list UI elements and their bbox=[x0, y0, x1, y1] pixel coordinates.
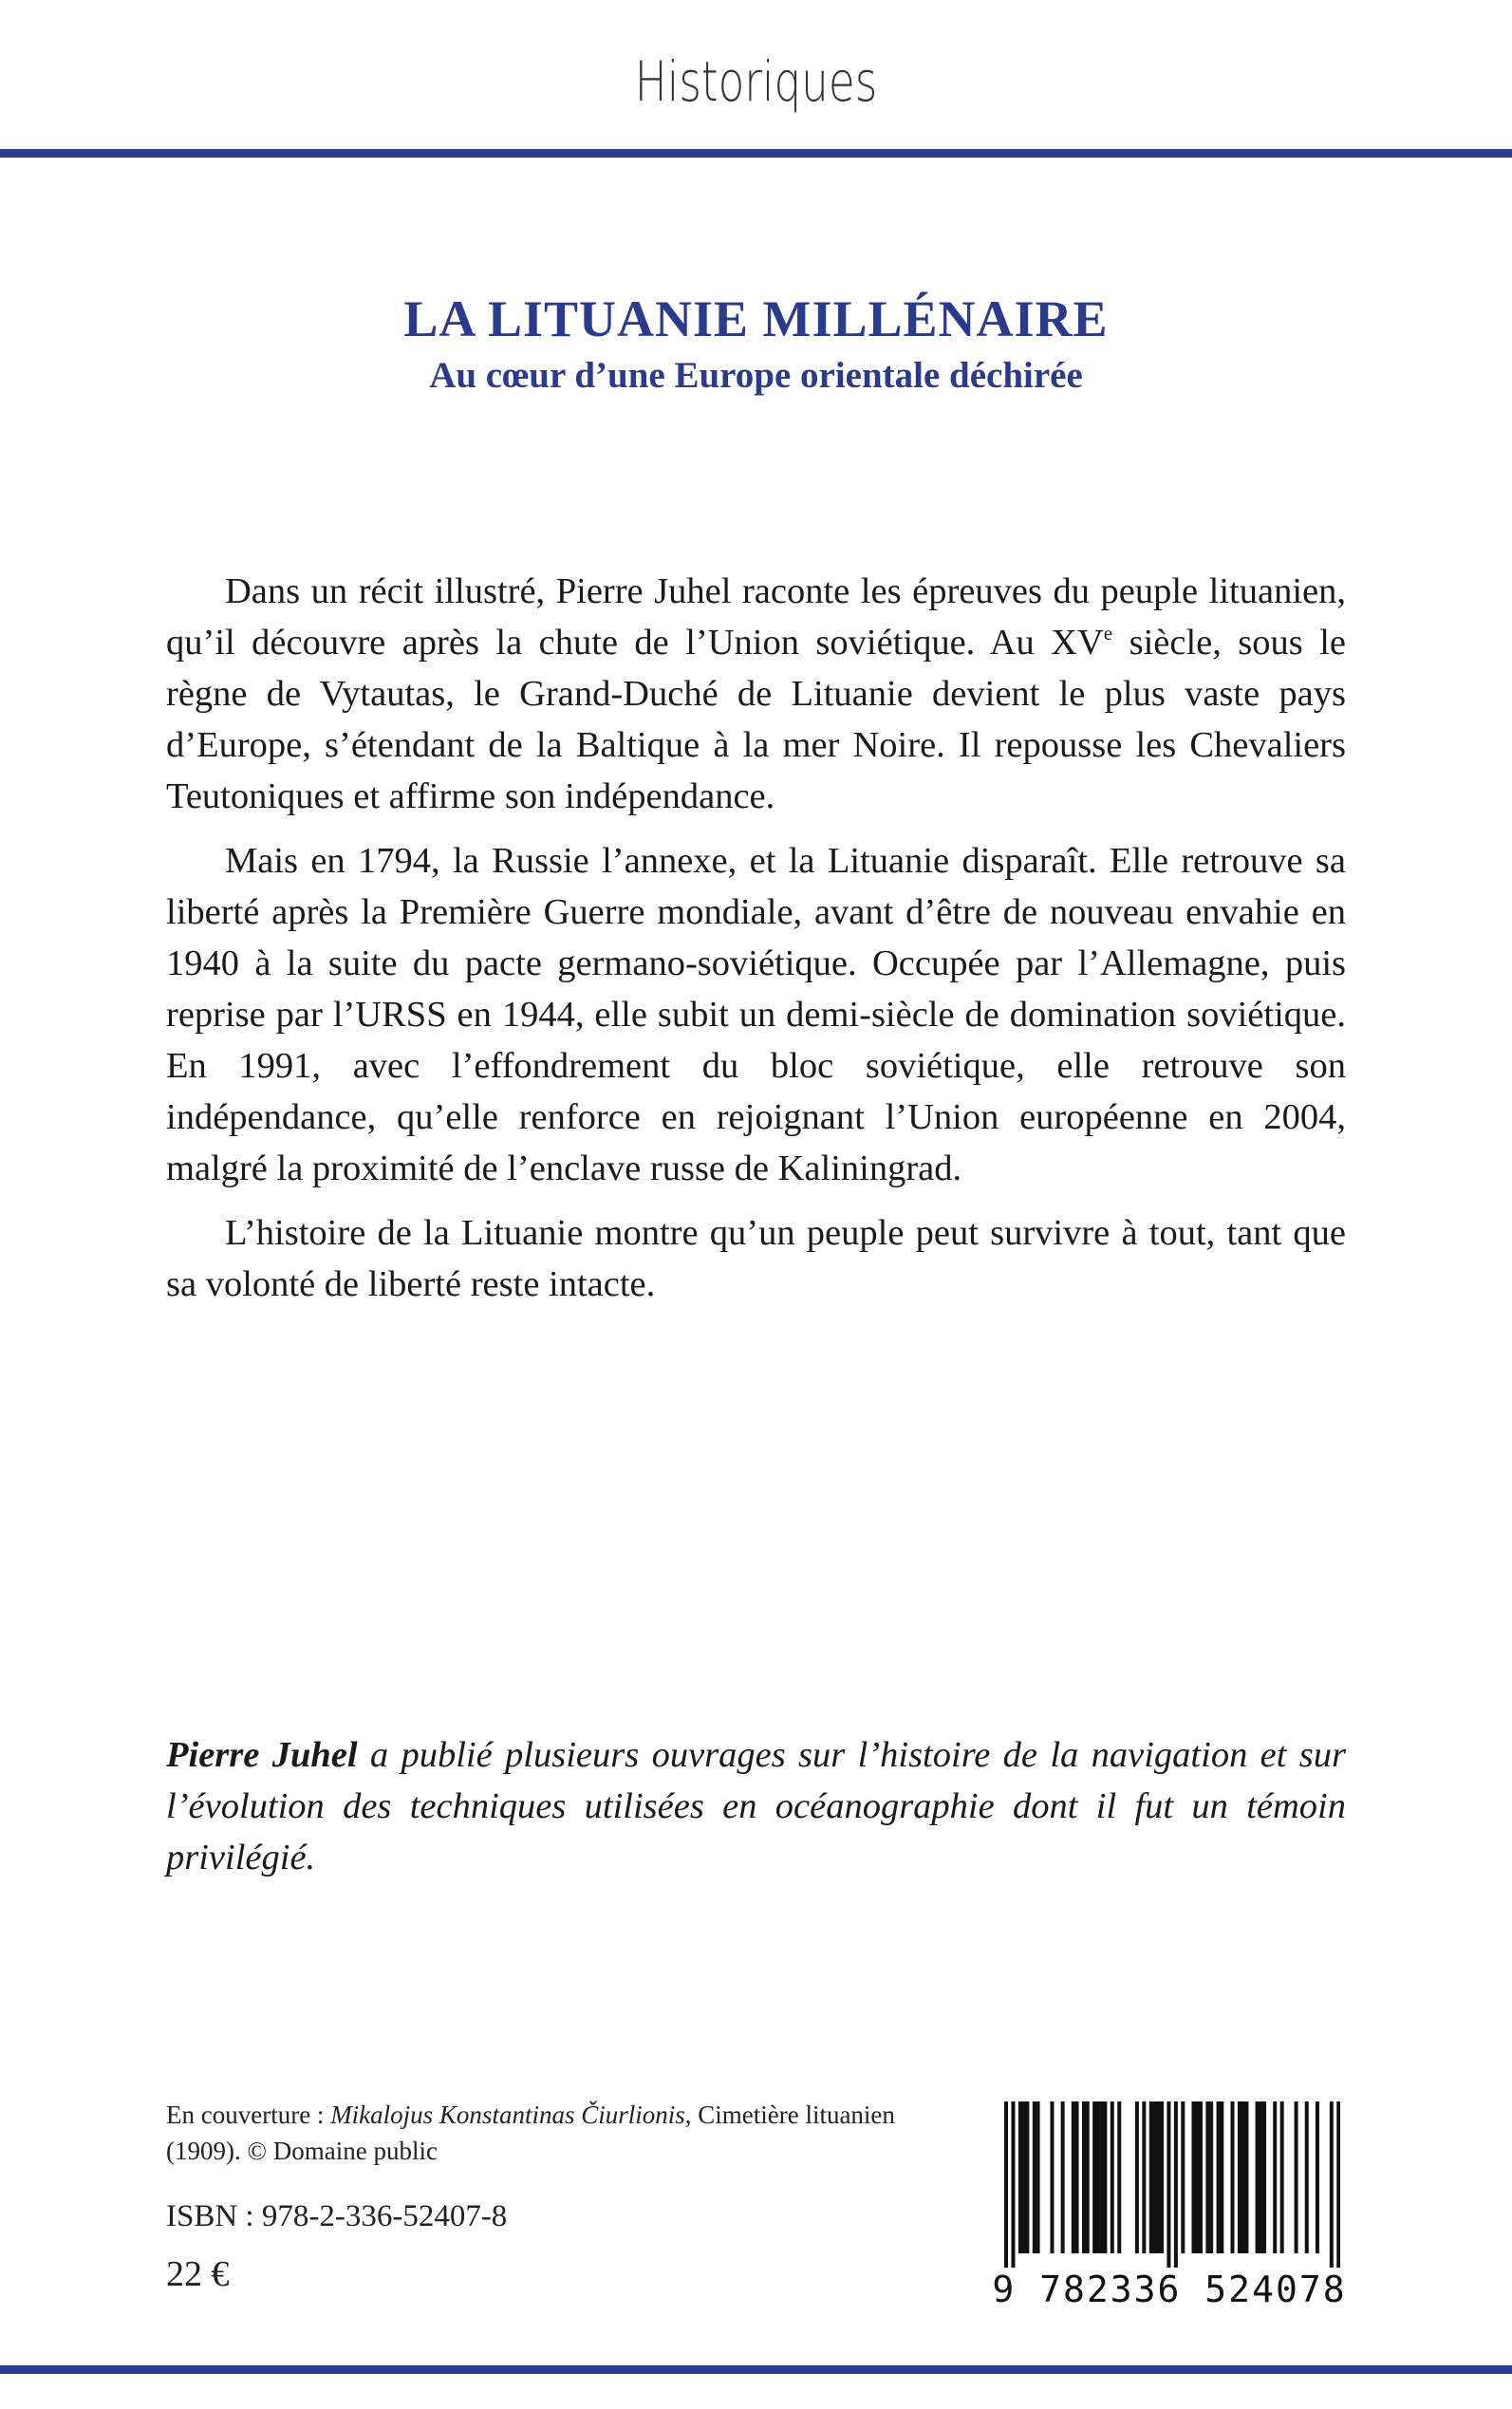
author-bio-text: a publié plusieurs ouvrages sur l’histoire de la navigation et sur l’évolution des techniques utilisées en océanographie dont il fut un témoin privilégié. bbox=[166, 1735, 1346, 1877]
bottom-divider bbox=[0, 2365, 1512, 2374]
blurb-p1-end: siècle, sous le règne de Vytautas, le Grand-Duché de Lituanie devient le plus vaste pays d’Europe, s’étendant de la Baltique à la mer Noire. Il repousse les Chevaliers Teutoniques et affirme son indépendance. bbox=[166, 623, 1347, 816]
barcode-bar bbox=[1220, 2101, 1223, 2253]
barcode-bar bbox=[1244, 2101, 1248, 2253]
barcode-bar bbox=[1256, 2101, 1260, 2253]
barcode-bar bbox=[1167, 2101, 1170, 2268]
barcode-bar bbox=[1082, 2101, 1086, 2253]
book-subtitle: Au cœur d’une Europe orientale déchirée bbox=[429, 355, 1083, 396]
barcode-bar bbox=[1305, 2101, 1309, 2253]
barcode-bar bbox=[1036, 2101, 1040, 2253]
barcode-bar bbox=[1191, 2101, 1195, 2253]
barcode-bar bbox=[1195, 2101, 1199, 2253]
cover-credit bbox=[166, 2097, 944, 2169]
book-title: LA LITUANIE MILLÉNAIRE bbox=[403, 290, 1109, 347]
barcode-bar bbox=[1336, 2101, 1340, 2268]
barcode-digits: 9 782336 524078 bbox=[992, 2269, 1347, 2310]
barcode-bar bbox=[1199, 2101, 1203, 2253]
barcode-bar bbox=[1230, 2101, 1234, 2253]
barcode-bar bbox=[1111, 2101, 1114, 2253]
barcode-bar bbox=[1004, 2101, 1008, 2268]
isbn-label: ISBN : 978-2-336-52407-8 bbox=[166, 2199, 508, 2233]
barcode-bar bbox=[1174, 2101, 1178, 2268]
barcode-bar bbox=[1181, 2101, 1185, 2253]
collection-name: Historiques bbox=[634, 49, 878, 114]
barcode-bar bbox=[1316, 2101, 1319, 2253]
blurb-p1-start: Dans un récit illustré, Pierre Juhel raconte les épreuves du peuple lituanien, qu’il découvre après la chute de l’Union soviétique. Au XV bbox=[166, 571, 1346, 663]
barcode-bar bbox=[1033, 2101, 1036, 2253]
barcode-bar bbox=[1259, 2101, 1262, 2253]
barcode-bar bbox=[1160, 2101, 1164, 2253]
barcode-bar bbox=[1061, 2101, 1065, 2253]
barcode-bar bbox=[1238, 2101, 1241, 2253]
blurb-paragraph-1 bbox=[166, 566, 1346, 822]
barcode-bar bbox=[1330, 2101, 1334, 2268]
century-superscript: e bbox=[1103, 622, 1113, 645]
barcode-bar bbox=[1209, 2101, 1213, 2253]
barcode-bar bbox=[1011, 2101, 1015, 2268]
barcode-bar bbox=[1025, 2101, 1029, 2253]
barcode-bar bbox=[1262, 2101, 1266, 2253]
back-cover-blurb bbox=[166, 566, 1346, 1323]
barcode-bar bbox=[1156, 2101, 1160, 2253]
barcode-bar bbox=[1205, 2101, 1209, 2253]
barcode-bar bbox=[1050, 2101, 1054, 2253]
barcode-bar bbox=[1135, 2101, 1139, 2253]
barcode-bar bbox=[1153, 2101, 1157, 2253]
barcode-bar bbox=[1092, 2101, 1096, 2253]
barcode-bar bbox=[1149, 2101, 1153, 2253]
credit-artist: Mikalojus Konstantinas Čiurlionis bbox=[330, 2101, 685, 2129]
blurb-paragraph-3: L’histoire de la Lituanie montre qu’un peuple peut survivre à tout, tant que sa volonté de liberté reste intacte. bbox=[166, 1213, 1346, 1304]
barcode-bar bbox=[1096, 2101, 1100, 2253]
barcode-bar bbox=[1142, 2101, 1146, 2253]
author-bio bbox=[166, 1729, 1346, 1883]
author-name: Pierre Juhel bbox=[166, 1735, 358, 1775]
barcode-bar bbox=[1072, 2101, 1075, 2253]
credit-prefix: En couverture : bbox=[166, 2101, 331, 2129]
blurb-paragraph-2: Mais en 1794, la Russie l’annexe, et la Lituanie disparaît. Elle retrouve sa liberté après la Première Guerre mondiale, avant d’être de nouveau envahie en 1940 à la suite du pacte germano-soviétique. Occupée par l’Allemagne, puis reprise par l’URSS en 1944, elle subit un demi-siècle de domination soviétique. En 1991, avec l’effondrement du bloc soviétique, elle retrouve son indépendance, qu’elle renforce en rejoignant l’Union européenne en 2004, malgré la proximité de l’enclave russe de Kaliningrad. bbox=[166, 841, 1346, 1188]
barcode-bar bbox=[1241, 2101, 1245, 2253]
barcode bbox=[991, 2096, 1348, 2324]
credit-rest: , Cimetière lituanien (1909). © Domaine public bbox=[166, 2101, 895, 2165]
barcode-bar bbox=[1295, 2101, 1298, 2253]
barcode-bar bbox=[1280, 2101, 1284, 2253]
barcode-bar bbox=[1018, 2101, 1022, 2253]
barcode-bar bbox=[1117, 2101, 1121, 2253]
top-divider bbox=[0, 149, 1512, 158]
barcode-bar bbox=[1103, 2101, 1107, 2253]
barcode-bar bbox=[1086, 2101, 1090, 2253]
barcode-bars-image bbox=[1004, 2101, 1340, 2268]
barcode-bar bbox=[1075, 2101, 1079, 2253]
price-label: 22 € bbox=[166, 2254, 230, 2294]
barcode-bar bbox=[1217, 2101, 1221, 2253]
barcode-bar bbox=[1273, 2101, 1277, 2253]
barcode-bar bbox=[1100, 2101, 1104, 2253]
barcode-bar bbox=[1022, 2101, 1026, 2253]
